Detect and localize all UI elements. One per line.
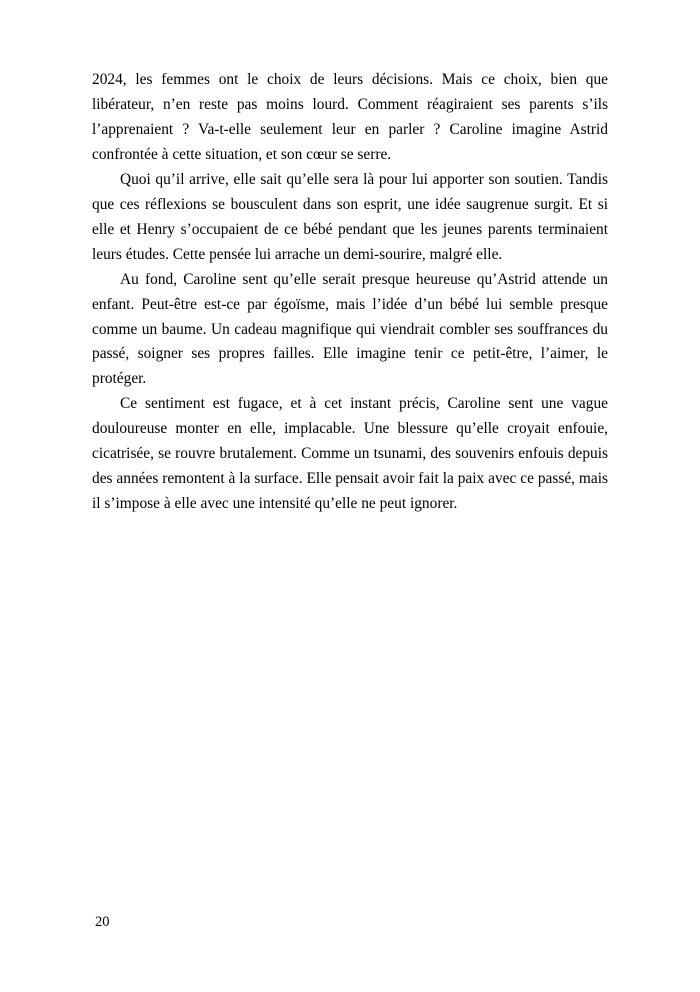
paragraph: Au fond, Caroline sent qu’elle serait presque heureuse qu’Astrid attende un enfant. Peut-être est-ce par égoïsme, mais l’idée d’un bébé lui semble presque comme un baume. Un cadeau magnifique qui viendrait combler ses souffrances du passé, soigner ses propres failles. Elle imagine tenir ce petit-être, l’aimer, le protéger. (92, 270, 608, 388)
paragraph: Ce sentiment est fugace, et à cet instant précis, Caroline sent une vague douloureuse monter en elle, implacable. Une blessure qu’elle croyait enfouie, cicatrisée, se rouvre brutalement. Comme un tsunami, des souvenirs enfouis depuis des années remontent à la surface. Elle pensait avoir fait la paix avec ce passé, mais il s’impose à elle avec une intensité qu’elle ne peut ignorer. (92, 395, 608, 513)
body-text (92, 68, 608, 517)
paragraph: Quoi qu’il arrive, elle sait qu’elle sera là pour lui apporter son soutien. Tandis que ces réflexions se bousculent dans son esprit, une idée saugrenue surgit. Et si elle et Henry s’occupaient de ce bébé pendant que les jeunes parents terminaient leurs études. Cette pensée lui arrache un demi-sourire, malgré elle. (92, 170, 608, 263)
paragraph: 2024, les femmes ont le choix de leurs décisions. Mais ce choix, bien que libérateur, n’en reste pas moins lourd. Comment réagiraient ses parents s’ils l’apprenaient ? Va-t-elle seulement leur en parler ? Caroline imagine Astrid confrontée à cette situation, et son cœur se serre. (92, 71, 608, 163)
page-number: 20 (95, 914, 110, 930)
